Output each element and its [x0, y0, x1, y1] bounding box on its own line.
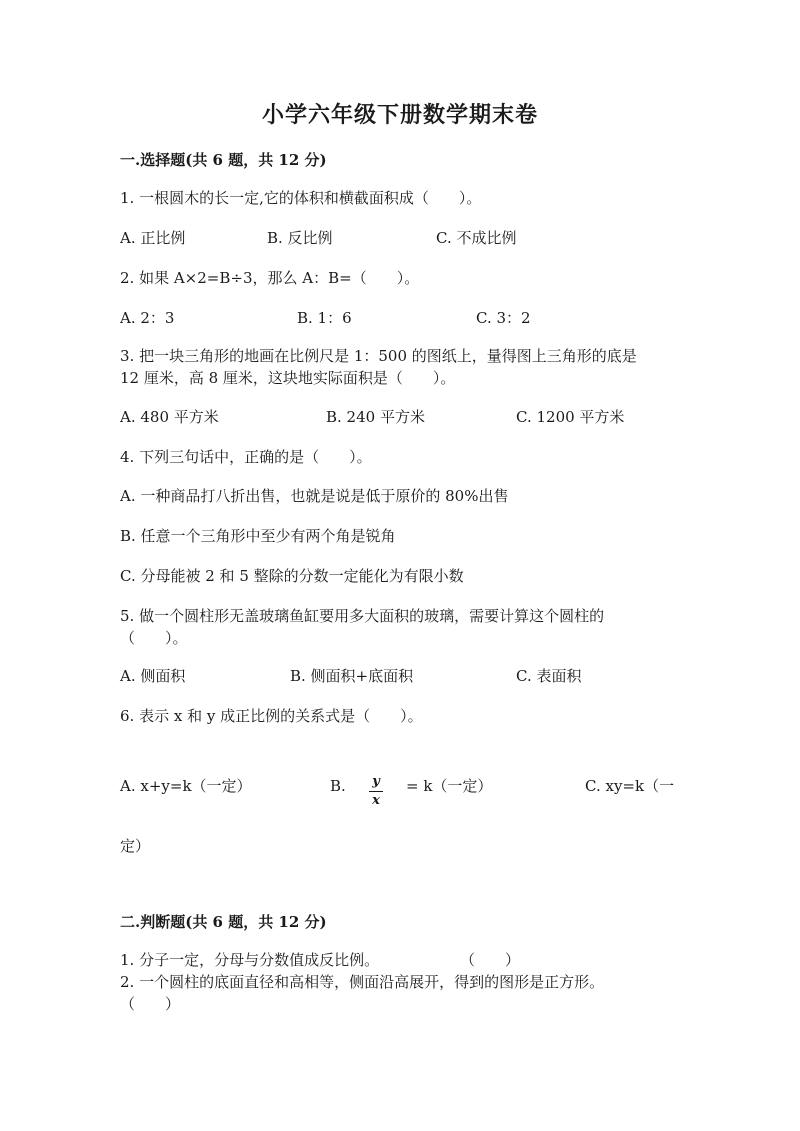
question-4-stem: 4. 下列三句话中，正确的是（ ）。	[120, 448, 372, 466]
question-3-option-b: B. 240 平方米	[326, 408, 425, 426]
judgement-1-answer-blank: （ ）	[460, 951, 521, 969]
fraction-denominator: x	[372, 793, 380, 808]
question-3-option-c: C. 1200 平方米	[516, 408, 625, 426]
question-5-option-b: B. 侧面积+底面积	[290, 667, 414, 685]
question-4-option-b: B. 任意一个三角形中至少有两个角是锐角	[120, 527, 396, 545]
question-1-option-b: B. 反比例	[267, 229, 333, 247]
question-6-option-b-equation: = k（一定）	[406, 777, 493, 795]
judgement-2-text: 2. 一个圆柱的底面直径和高相等，侧面沿高展开，得到的图形是正方形。	[120, 973, 605, 991]
question-2-stem: 2. 如果 A×2=B÷3，那么 A：B=（ ）。	[120, 269, 420, 287]
question-6-stem: 6. 表示 x 和 y 成正比例的关系式是（ ）。	[120, 707, 423, 725]
question-4-option-c: C. 分母能被 2 和 5 整除的分数一定能化为有限小数	[120, 567, 464, 585]
question-3-option-a: A. 480 平方米	[120, 408, 219, 426]
question-1-stem: 1. 一根圆木的长一定,它的体积和横截面积成（ ）。	[120, 189, 482, 207]
page-title: 小学六年级下册数学期末卷	[261, 102, 538, 128]
question-6-option-a: A. x+y=k（一定）	[120, 777, 252, 795]
question-3-stem-line1: 3. 把一块三角形的地画在比例尺是 1：500 的图纸上，量得图上三角形的底是	[120, 347, 637, 365]
section-heading-judgement: 二.判断题(共 6 题，共 12 分)	[120, 913, 327, 931]
section-heading-choice: 一.选择题(共 6 题，共 12 分)	[120, 151, 327, 169]
question-5-stem-line2: （ ）。	[120, 629, 188, 647]
question-5-option-c: C. 表面积	[516, 667, 582, 685]
question-4-option-a: A. 一种商品打八折出售，也就是说是低于原价的 80%出售	[120, 487, 509, 505]
question-3-stem-line2: 12 厘米，高 8 厘米，这块地实际面积是（ ）。	[120, 369, 456, 387]
judgement-1-text: 1. 分子一定，分母与分数值成反比例。	[120, 951, 380, 969]
fraction-bar	[369, 791, 383, 792]
question-2-option-a: A. 2：3	[120, 309, 175, 327]
question-6-option-c-wrap: 定）	[120, 837, 151, 855]
judgement-2-answer-blank: （ ）	[120, 995, 181, 1013]
question-5-stem-line1: 5. 做一个圆柱形无盖玻璃鱼缸要用多大面积的玻璃，需要计算这个圆柱的	[120, 607, 605, 625]
fraction-numerator: y	[372, 774, 380, 789]
question-6-fraction	[368, 774, 384, 809]
question-1-option-c: C. 不成比例	[436, 229, 517, 247]
question-6-option-b-label: B.	[330, 777, 346, 795]
question-2-option-c: C. 3：2	[476, 309, 531, 327]
question-2-option-b: B. 1：6	[297, 309, 352, 327]
question-5-option-a: A. 侧面积	[120, 667, 186, 685]
question-1-option-a: A. 正比例	[120, 229, 186, 247]
question-6-option-c: C. xy=k（一	[585, 777, 675, 795]
